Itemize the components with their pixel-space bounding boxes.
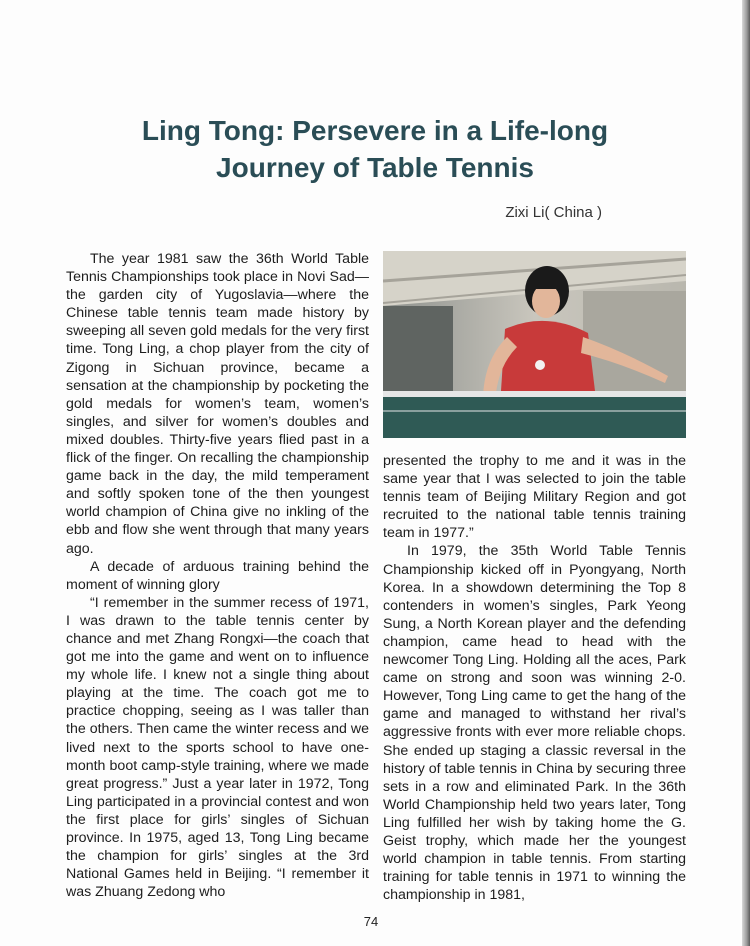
paragraph-intro: The year 1981 saw the 36th World Table Tennis Championships took place in Novi Sad—the garden city of Yugoslavia—where the Chinese table tennis team made history by sweeping all seven gold medals for the very first time. Tong Ling, a chop player from the city of Zigong in Sichuan province, became a sensation at the championship by pocketing the gold medals for women’s team, women’s singles, and silver for women’s doubles and mixed doubles. Thirty-five years flied past in a flick of the finger. On recalling the championship game back in the day, the mild temperament and softly spoken tone of the then youngest world champion of China give no inkling of the ebb and flow she went through that many years ago. <box>66 251 369 557</box>
title-line-1: Ling Tong: Persevere in a Life-long <box>141 115 609 146</box>
article-title <box>60 112 690 186</box>
book-spine-shadow <box>742 0 750 946</box>
page-number: 74 <box>363 914 379 929</box>
table-tennis-player-image <box>383 251 686 438</box>
right-column <box>383 452 686 904</box>
paragraph-1979: In 1979, the 35th World Table Tennis Championship kicked off in Pyongyang, North Korea. In a showdown determining the Top 8 contenders in women’s singles, Park Yeong Sung, a North Korean player and the defending champion, came head to head with the newcomer Tong Ling. Holding all the aces, Park came on strong and soon was winning 2-0. However, Tong Ling came to get the hang of the game and managed to withstand her rival’s aggressive fronts with ever more reliable chops. She ended up staging a classic reversal in the history of table tennis in China by securing three sets in a row and eliminated Park. In the 36th World Championship held two years later, Tong Ling fulfilled her wish by taking home the G. Geist trophy, which made her the youngest world champion in table tennis. From starting training for table tennis in 1971 to winning the championship in 1981, <box>383 543 686 904</box>
title-line-2: Journey of Table Tennis <box>216 152 534 183</box>
left-column <box>66 250 369 901</box>
paragraph-quote: “I remember in the summer recess of 1971, I was drawn to the table tennis center by chance and met Zhang Rongxi—the coach that got me into the game and went on to influence my whole life. I knew not a single thing about playing at the time. The coach got me to practice chopping, seeing as I was taller than the others. Then came the winter recess and we lived next to the sports school to have one-month boot camp-style training, where we made great progress.” Just a year later in 1972, Tong Ling participated in a provincial contest and won the first place for girls’ singles of Sichuan province. In 1975, aged 13, Tong Ling became the champion for girls’ singles at the 3rd National Games held in Beijing. “I remember it was Zhuang Zedong who <box>66 594 369 901</box>
corner-watermark <box>14 26 18 40</box>
section-heading: A decade of arduous training behind the moment of winning glory <box>66 558 369 593</box>
paragraph-continued: presented the trophy to me and it was in the same year that I was selected to join the table tennis team of Beijing Military Region and got recruited to the national table tennis training team in 1977.” <box>383 453 686 542</box>
author-byline: Zixi Li( China ) <box>505 204 602 221</box>
player-photo <box>383 251 686 438</box>
